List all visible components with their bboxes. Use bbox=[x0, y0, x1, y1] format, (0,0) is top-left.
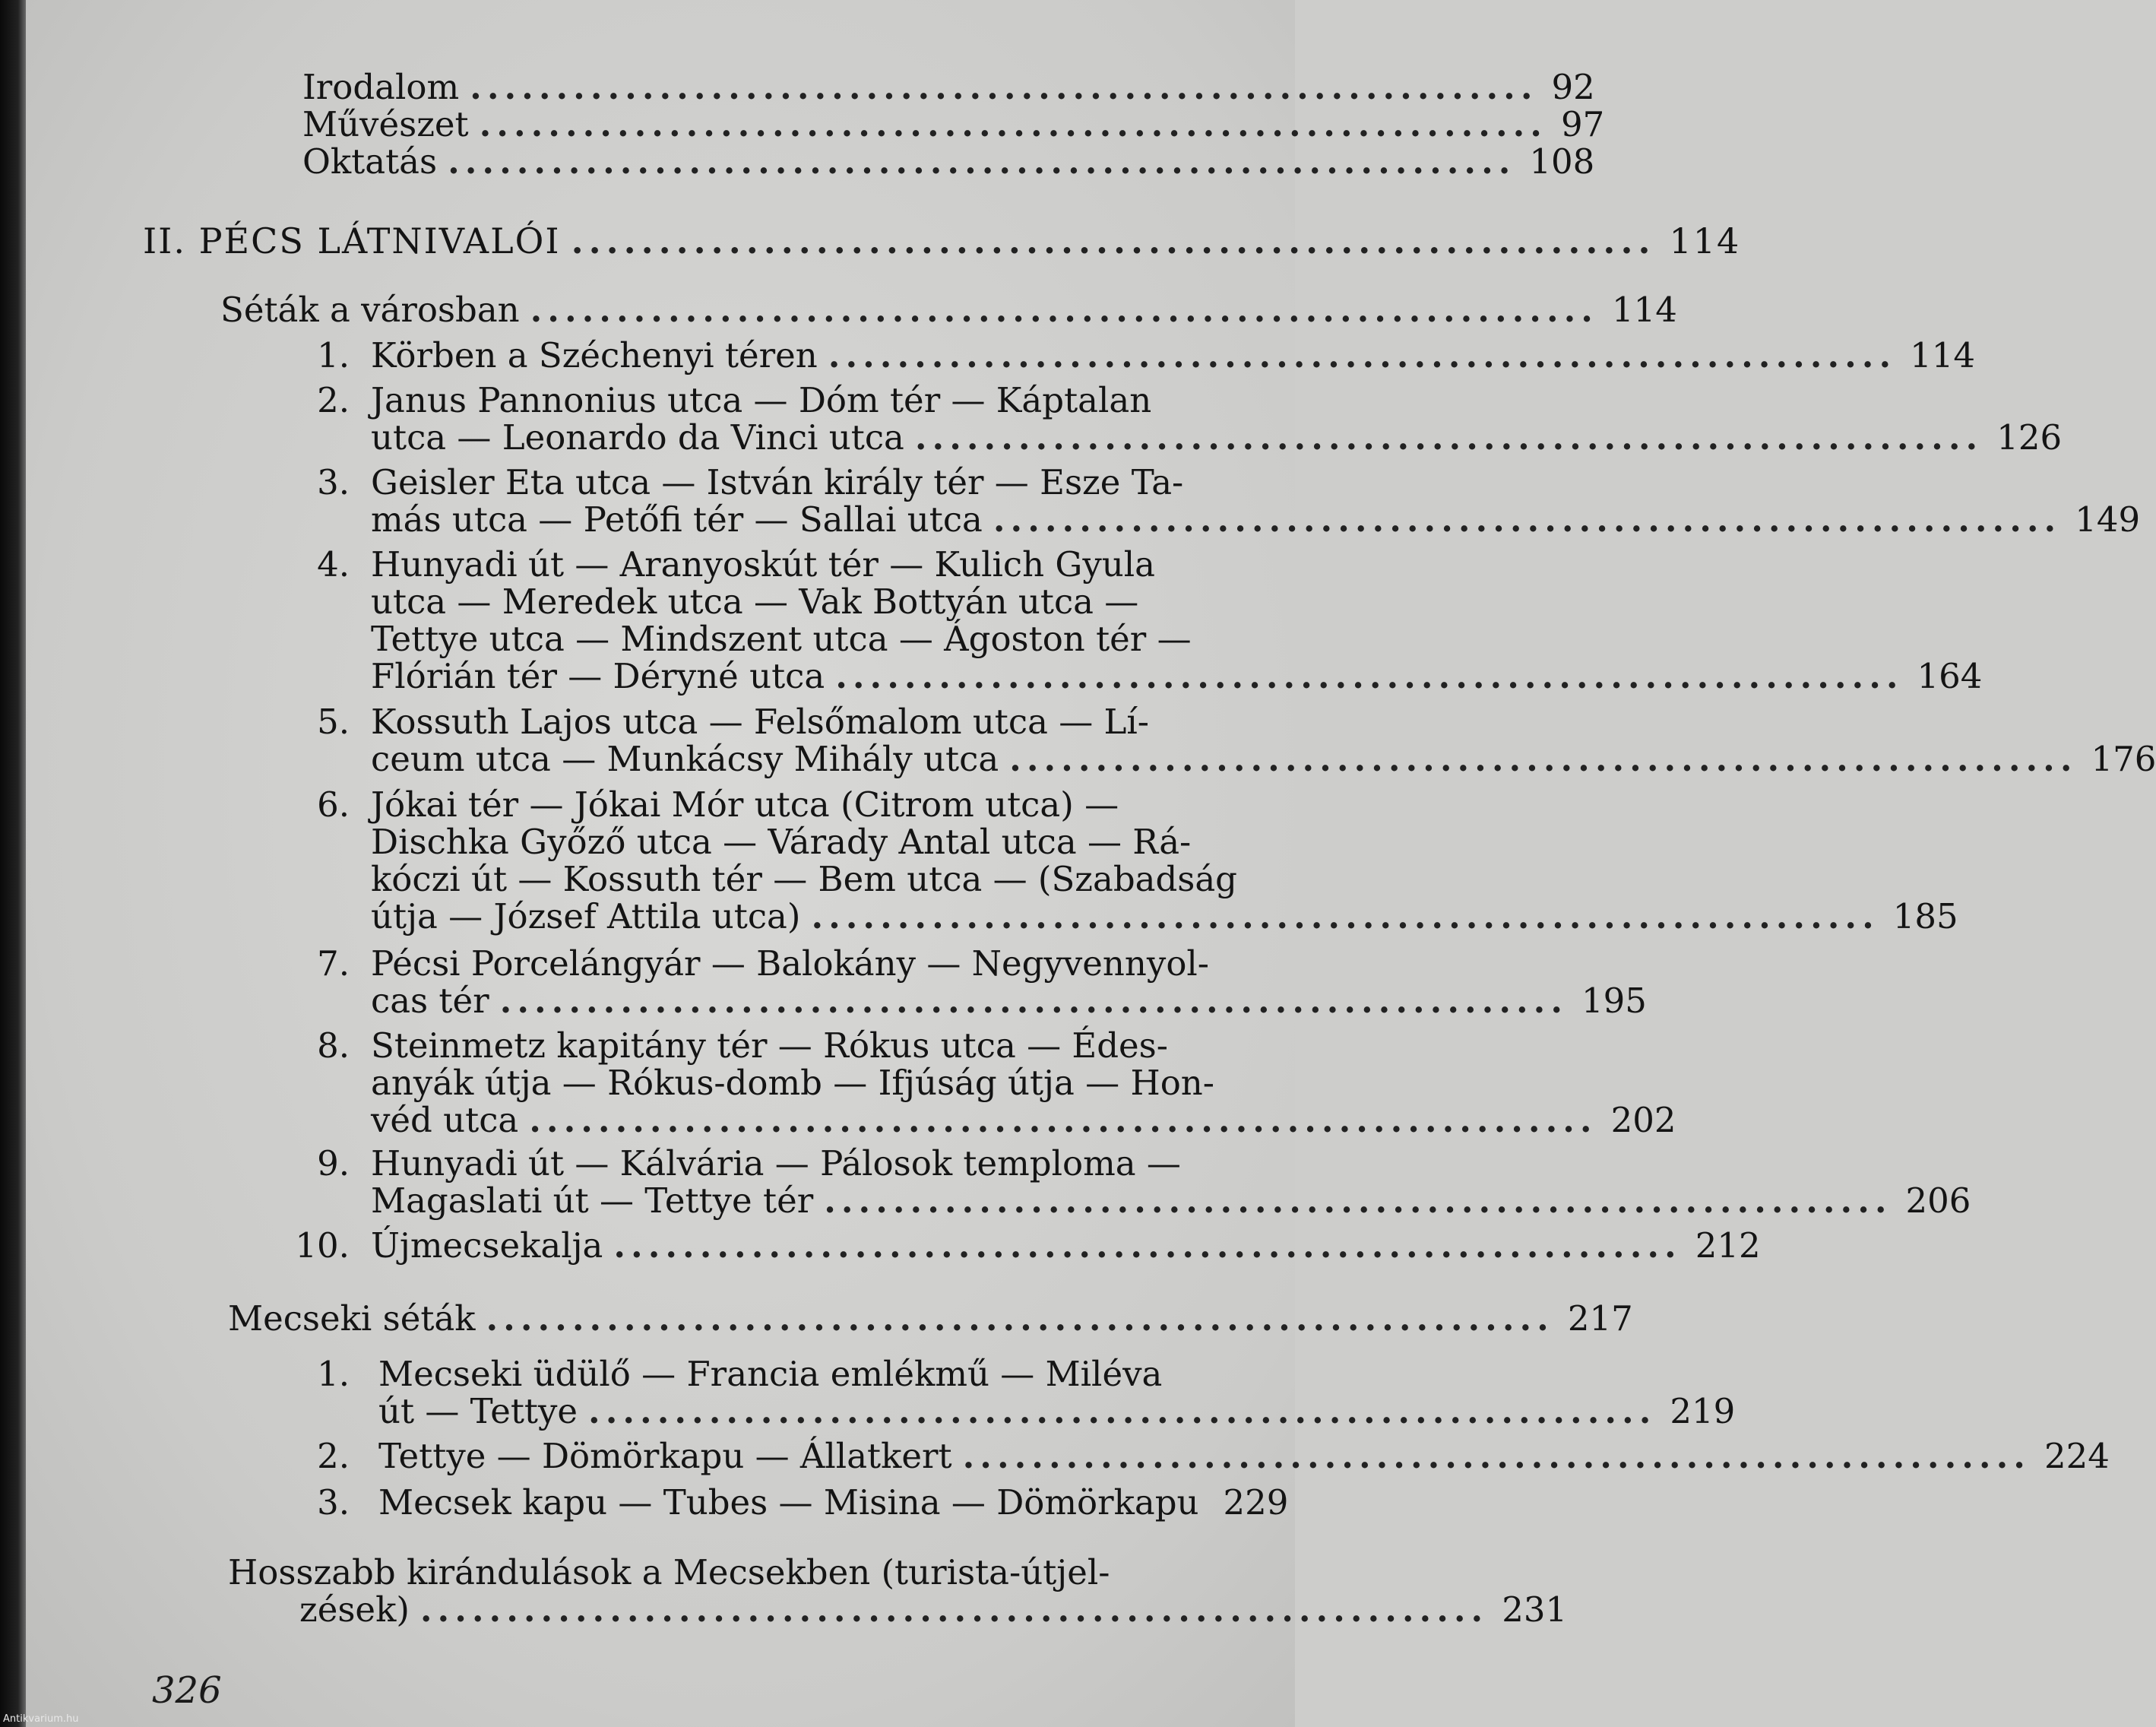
section-title: Séták a városban bbox=[220, 290, 520, 330]
item-line: Mecsek kapu — Tubes — Misina — Dömörkapu bbox=[378, 1482, 1199, 1523]
item-line: Mecseki üdülő — Francia emlékmű — Miléva bbox=[378, 1354, 1163, 1394]
item-number: 10. bbox=[295, 1225, 350, 1266]
item-line: útja — József Attila utca) bbox=[371, 896, 801, 936]
item-number: 3. bbox=[317, 462, 350, 502]
item-line: Magaslati út — Tettye tér bbox=[371, 1180, 814, 1221]
item-line: Geisler Eta utca — István király tér — Esze Ta- bbox=[371, 462, 1184, 502]
item-number: 7. bbox=[317, 943, 350, 984]
item-page: 206 bbox=[1905, 1180, 1971, 1221]
leader-dots: .............................................................. bbox=[835, 656, 1904, 696]
item-page: 185 bbox=[1892, 896, 1958, 936]
item-number: 4. bbox=[317, 544, 350, 585]
item-number: 8. bbox=[317, 1025, 350, 1066]
leader-dots: .............................................................. bbox=[470, 67, 1538, 107]
item-line: Hunyadi út — Kálvária — Pálosok temploma — bbox=[371, 1143, 1181, 1184]
entry-page: 92 bbox=[1551, 67, 1595, 107]
item-line: ceum utca — Munkácsy Mihály utca bbox=[371, 739, 999, 779]
item-number: 1. bbox=[317, 1354, 350, 1394]
item-line: Steinmetz kapitány tér — Rókus utca — Édes- bbox=[371, 1025, 1168, 1066]
item-line: Dischka Győző utca — Várady Antal utca — Rá- bbox=[371, 822, 1192, 862]
item-number: 3. bbox=[317, 1482, 350, 1523]
item-page: 212 bbox=[1695, 1225, 1761, 1266]
toc-item bbox=[378, 1482, 1289, 1523]
item-number: 1. bbox=[317, 335, 350, 376]
item-page: 229 bbox=[1223, 1482, 1289, 1523]
section-page: 114 bbox=[1611, 290, 1677, 330]
leader-dots: .............................................................. bbox=[993, 499, 2062, 540]
item-number: 2. bbox=[317, 380, 350, 420]
item-line: Körben a Széchenyi téren bbox=[371, 335, 818, 376]
section-heading-mecsek-walks bbox=[228, 1298, 1633, 1339]
item-page: 176 bbox=[2091, 739, 2156, 779]
item-page: 126 bbox=[1996, 417, 2063, 458]
item-line: utca — Meredek utca — Vak Bottyán utca — bbox=[371, 581, 1139, 622]
item-line: út — Tettye bbox=[378, 1391, 578, 1431]
section-title: Mecseki séták bbox=[228, 1298, 476, 1339]
toc-item bbox=[371, 1025, 1676, 1140]
leader-dots: .............................................................. bbox=[914, 417, 1983, 458]
item-line: Pécsi Porcelángyár — Balokány — Negyvennyol- bbox=[371, 943, 1210, 984]
toc-item bbox=[371, 784, 1958, 936]
item-page: 224 bbox=[2044, 1436, 2110, 1476]
leader-dots: .............................................................. bbox=[824, 1180, 1892, 1221]
item-line: Flórián tér — Déryné utca bbox=[371, 656, 825, 696]
leader-dots: .............................................................. bbox=[448, 141, 1516, 182]
leader-dots: .............................................................. bbox=[571, 220, 1656, 261]
watermark: Antikvarium.hu bbox=[3, 1713, 79, 1725]
entry-title: Irodalom bbox=[302, 67, 460, 107]
leader-dots: .............................................................. bbox=[811, 896, 1879, 936]
leader-dots: .............................................................. bbox=[499, 981, 1568, 1021]
entry-title: Oktatás bbox=[302, 141, 438, 182]
toc-entry-oktatas bbox=[302, 141, 1595, 182]
chapter-heading bbox=[143, 220, 1741, 261]
toc-item bbox=[371, 544, 1983, 696]
item-line: Kossuth Lajos utca — Felsőmalom utca — Lí- bbox=[371, 702, 1150, 742]
toc-item bbox=[371, 335, 1976, 376]
leader-dots: .............................................................. bbox=[486, 1298, 1554, 1339]
leader-dots: .............................................................. bbox=[588, 1391, 1657, 1431]
item-line: utca — Leonardo da Vinci utca bbox=[371, 417, 904, 458]
item-page: 164 bbox=[1917, 656, 1983, 696]
toc-item bbox=[371, 380, 2063, 458]
section-line: zések) bbox=[299, 1589, 410, 1630]
item-number: 2. bbox=[317, 1436, 350, 1476]
toc-item bbox=[371, 943, 1647, 1021]
toc-item bbox=[378, 1354, 1736, 1431]
item-page: 202 bbox=[1610, 1100, 1676, 1140]
item-line: más utca — Petőfi tér — Sallai utca bbox=[371, 499, 983, 540]
item-page: 149 bbox=[2075, 499, 2141, 540]
toc-entry-irodalom bbox=[302, 67, 1595, 107]
item-line: Tettye utca — Mindszent utca — Ágoston tér — bbox=[371, 619, 1192, 659]
item-line: Újmecsekalja bbox=[371, 1225, 603, 1266]
leader-dots: .............................................................. bbox=[962, 1436, 2031, 1476]
item-page: 114 bbox=[1910, 335, 1976, 376]
item-line: kóczi út — Kossuth tér — Bem utca — (Szabadság bbox=[371, 859, 1237, 899]
page-number: 326 bbox=[152, 1669, 222, 1712]
item-page: 195 bbox=[1581, 981, 1647, 1021]
toc-item bbox=[371, 702, 2156, 779]
leader-dots: .............................................................. bbox=[419, 1589, 1489, 1630]
section-heading-city-walks bbox=[220, 290, 1677, 330]
entry-page: 108 bbox=[1529, 141, 1595, 182]
item-number: 5. bbox=[317, 702, 350, 742]
item-line: cas tér bbox=[371, 981, 489, 1021]
item-line: Hunyadi út — Aranyoskút tér — Kulich Gyula bbox=[371, 544, 1155, 585]
item-line: Tettye — Dömörkapu — Állatkert bbox=[378, 1436, 952, 1476]
leader-dots: .............................................................. bbox=[828, 335, 1897, 376]
leader-dots: .............................................................. bbox=[479, 104, 1547, 144]
item-line: Jókai tér — Jókai Mór utca (Citrom utca) — bbox=[371, 784, 1119, 825]
item-line: anyák útja — Rókus-domb — Ifjúság útja — Hon- bbox=[371, 1063, 1214, 1103]
leader-dots: .............................................................. bbox=[1009, 739, 2078, 779]
item-number: 6. bbox=[317, 784, 350, 825]
toc-item bbox=[371, 1225, 1761, 1266]
item-number: 9. bbox=[317, 1143, 350, 1184]
entry-page: 97 bbox=[1560, 104, 1605, 144]
leader-dots: .............................................................. bbox=[529, 1100, 1597, 1140]
item-page: 219 bbox=[1670, 1391, 1736, 1431]
chapter-page: 114 bbox=[1669, 220, 1741, 261]
item-line: Janus Pannonius utca — Dóm tér — Káptalan bbox=[371, 380, 1152, 420]
leader-dots: .............................................................. bbox=[613, 1225, 1682, 1266]
section-heading-longer-trips bbox=[228, 1552, 1568, 1630]
toc-item bbox=[378, 1436, 2110, 1476]
entry-title: Művészet bbox=[302, 104, 469, 144]
toc-entry-muveszet bbox=[302, 104, 1605, 144]
toc-item bbox=[371, 462, 2141, 540]
chapter-title: II. PÉCS LÁTNIVALÓI bbox=[143, 220, 561, 261]
section-page: 231 bbox=[1502, 1589, 1568, 1630]
toc-item bbox=[371, 1143, 1971, 1221]
section-line: Hosszabb kirándulások a Mecsekben (turista-útjel- bbox=[228, 1552, 1110, 1592]
item-line: véd utca bbox=[371, 1100, 519, 1140]
leader-dots: .............................................................. bbox=[530, 290, 1598, 330]
section-page: 217 bbox=[1567, 1298, 1633, 1339]
